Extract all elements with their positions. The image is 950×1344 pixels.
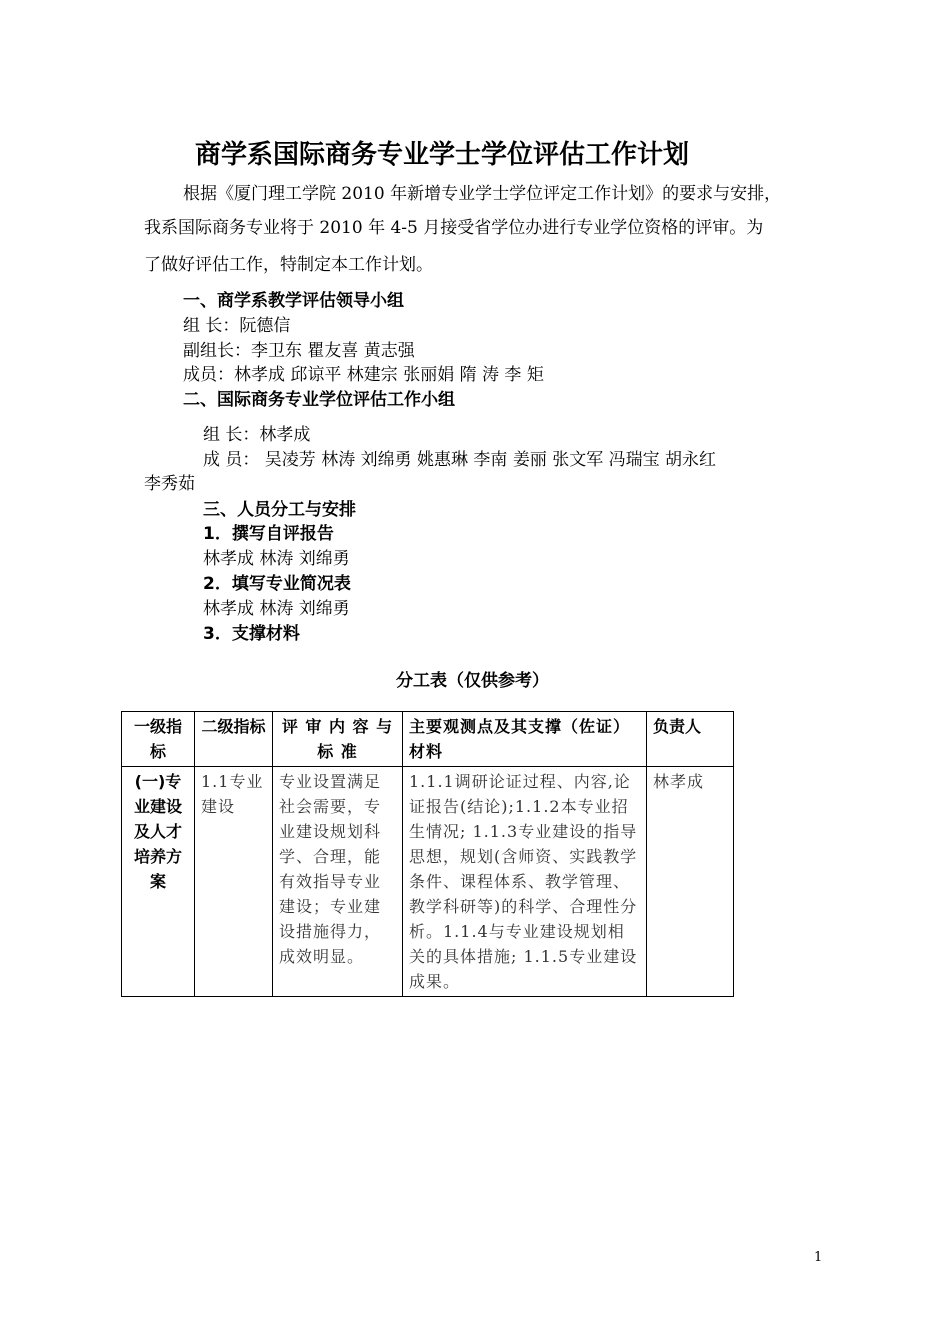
- section3-item3-heading: 3．支撑材料: [203, 624, 300, 644]
- cell-owner: 林孝成: [647, 767, 734, 997]
- header-observation: 主要观测点及其支撑（佐证）材料: [403, 712, 647, 767]
- section2-leader: 组 长：林孝成: [203, 425, 311, 445]
- section1-leader: 组 长：阮德信: [183, 316, 291, 336]
- section2-heading: 二、国际商务专业学位评估工作小组: [183, 390, 455, 410]
- intro-line-3: 了做好评估工作，特制定本工作计划。: [144, 255, 433, 275]
- page-number: 1: [814, 1250, 823, 1265]
- table-caption: 分工表（仅供参考）: [396, 671, 549, 691]
- section2-members-line2: 李秀茹: [144, 474, 195, 494]
- section3-item1-heading: 1．撰写自评报告: [203, 524, 334, 544]
- header-standard: 评 审 内 容 与 标 准: [273, 712, 403, 767]
- section3-item1-people: 林孝成 林涛 刘绵勇: [203, 549, 350, 569]
- page-title: 商学系国际商务专业学士学位评估工作计划: [195, 140, 690, 170]
- cell-observation: 1.1.1调研论证过程、内容,论证报告(结论);1.1.2本专业招生情况; 1.1.3专业建设的指导思想，规划(含师资、实践教学条件、课程体系、教学管理、教学科研等)的科学、合理性分析。1.1.4与专业建设规划相关的具体措施; 1.1.5专业建设成果。: [403, 767, 647, 997]
- table-row: [122, 767, 734, 997]
- section3-item2-heading: 2．填写专业简况表: [203, 574, 351, 594]
- section2-members-line1: 成 员： 吴凌芳 林涛 刘绵勇 姚惠琳 李南 姜丽 张文军 冯瑞宝 胡永红: [203, 450, 717, 470]
- header-level2: 二级指标: [195, 712, 273, 767]
- intro-line-1: 根据《厦门理工学院 2010 年新增专业学士学位评定工作计划》的要求与安排，: [183, 184, 782, 204]
- cell-level1: (一)专业建设及人才培养方案: [122, 767, 195, 997]
- header-owner: 负责人: [647, 712, 734, 767]
- cell-standard: 专业设置满足社会需要，专业建设规划科学、合理，能有效指导专业建设；专业建设措施得力，成效明显。: [273, 767, 403, 997]
- cell-level2: 1.1专业建设: [195, 767, 273, 997]
- intro-line-2: 我系国际商务专业将于 2010 年 4-5 月接受省学位办进行专业学位资格的评审。为: [144, 218, 764, 238]
- section3-item2-people: 林孝成 林涛 刘绵勇: [203, 599, 350, 619]
- section3-heading: 三、人员分工与安排: [203, 500, 356, 520]
- section1-deputy: 副组长：李卫东 瞿友喜 黄志强: [183, 341, 415, 361]
- section1-members: 成员：林孝成 邱谅平 林建宗 张丽娟 隋 涛 李 矩: [183, 365, 544, 385]
- assignment-table: [121, 711, 734, 997]
- header-level1: 一级指标: [122, 712, 195, 767]
- table-header-row: [122, 712, 734, 767]
- section1-heading: 一、商学系教学评估领导小组: [183, 291, 404, 311]
